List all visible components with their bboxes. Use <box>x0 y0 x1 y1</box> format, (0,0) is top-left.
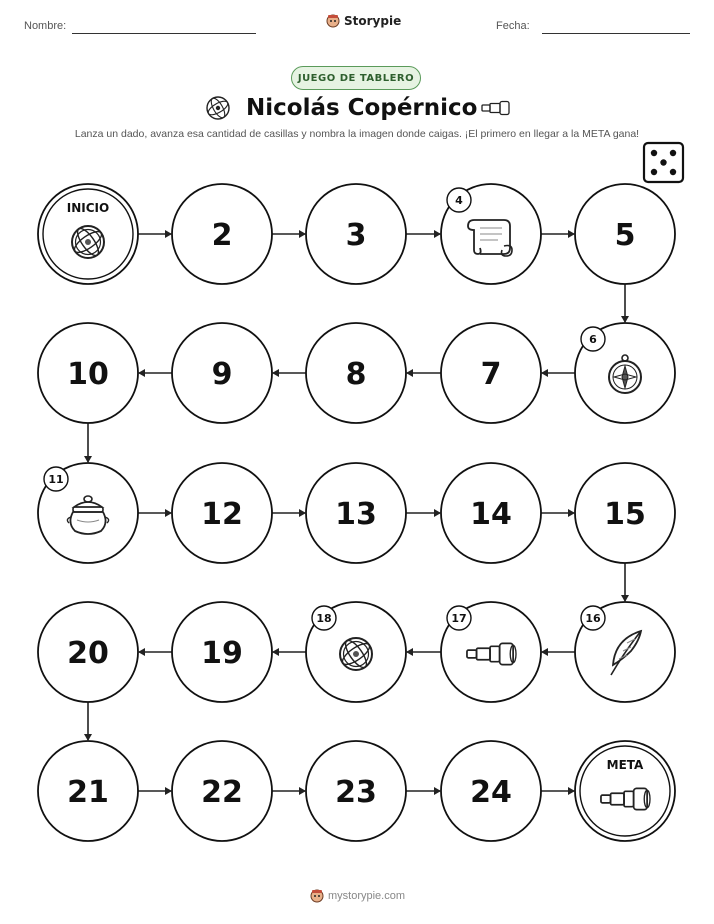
square-number: 24 <box>470 775 512 810</box>
page-title: Nicolás Copérnico <box>246 95 478 121</box>
square-number: 23 <box>335 775 377 810</box>
board-square-11 <box>38 463 138 563</box>
square-number: 5 <box>614 218 636 253</box>
board-square-19 <box>172 602 272 702</box>
footer-url: mystorypie.com <box>328 889 406 902</box>
square-number: 7 <box>480 357 502 392</box>
storypie-mascot-icon <box>310 888 324 903</box>
board-square-18 <box>306 602 406 702</box>
square-number: 12 <box>201 497 243 532</box>
board-square-16 <box>575 602 675 702</box>
board-squares <box>38 184 675 841</box>
board-square-1 <box>38 184 138 284</box>
board-square-22 <box>172 741 272 841</box>
square-number: 4 <box>455 194 463 207</box>
board-square-4 <box>441 184 541 284</box>
square-number: 15 <box>604 497 646 532</box>
board-square-14 <box>441 463 541 563</box>
board-square-13 <box>306 463 406 563</box>
brand-name: Storypie <box>344 13 402 28</box>
board-square-10 <box>38 323 138 423</box>
board-square-8 <box>306 323 406 423</box>
board-square-5 <box>575 184 675 284</box>
board-square-23 <box>306 741 406 841</box>
square-number: 9 <box>211 357 233 392</box>
board-square-7 <box>441 323 541 423</box>
square-number: 2 <box>211 218 233 253</box>
date-label: Fecha: <box>496 20 530 32</box>
name-label: Nombre: <box>24 20 67 32</box>
board-square-3 <box>306 184 406 284</box>
board-square-9 <box>172 323 272 423</box>
game-type-badge: JUEGO DE TABLERO <box>291 66 421 90</box>
square-number: 22 <box>201 775 243 810</box>
square-number: 21 <box>67 775 109 810</box>
square-circle <box>38 184 138 284</box>
square-number: 6 <box>589 333 597 346</box>
board-square-20 <box>38 602 138 702</box>
board-square-15 <box>575 463 675 563</box>
instructions: Lanza un dado, avanza esa cantidad de casillas y nombra la imagen donde caigas. ¡El primero en llegar a la META gana! <box>74 128 640 140</box>
board-square-12 <box>172 463 272 563</box>
finish-label: META <box>606 758 644 772</box>
square-number: 17 <box>451 612 467 625</box>
square-number: 10 <box>67 357 109 392</box>
board-square-25 <box>575 741 675 841</box>
start-label: INICIO <box>66 201 110 215</box>
square-number: 16 <box>585 612 601 625</box>
dice-icon <box>644 143 683 182</box>
board-square-6 <box>575 323 675 423</box>
square-number: 13 <box>335 497 377 532</box>
square-number: 14 <box>470 497 512 532</box>
footer <box>310 888 405 903</box>
square-number: 19 <box>201 636 243 671</box>
square-number: 8 <box>345 357 367 392</box>
square-number: 3 <box>345 218 367 253</box>
square-number: 11 <box>48 473 64 486</box>
board-square-24 <box>441 741 541 841</box>
square-number: 18 <box>316 612 332 625</box>
square-number: 20 <box>67 636 109 671</box>
board-square-17 <box>441 602 541 702</box>
board-square-21 <box>38 741 138 841</box>
board-square-2 <box>172 184 272 284</box>
